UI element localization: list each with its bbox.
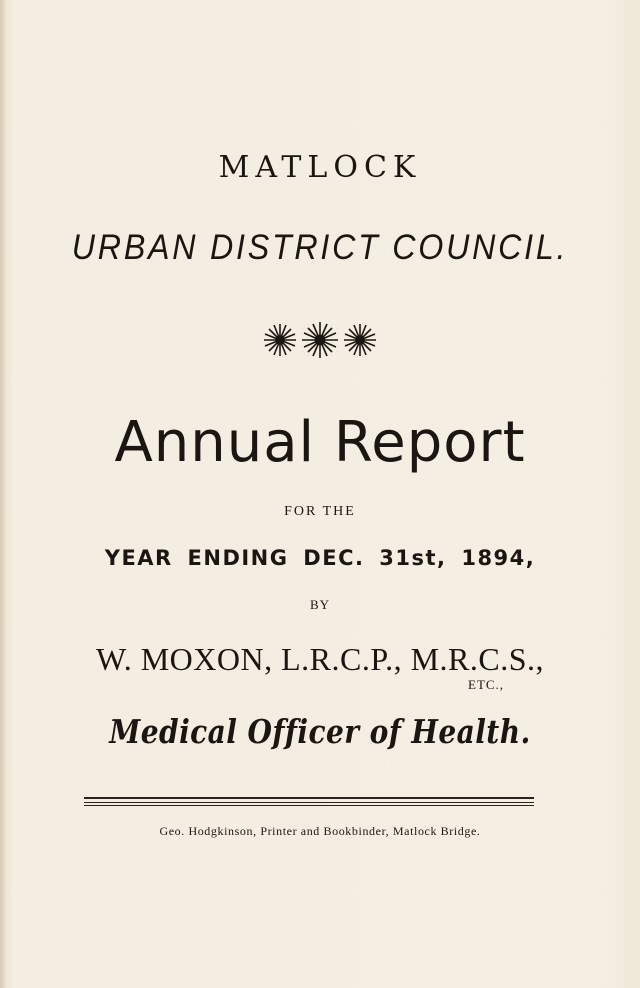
printer-imprint: Geo. Hodgkinson, Printer and Bookbinder, Matlock Bridge. (159, 824, 481, 838)
page-edge (0, 0, 6, 988)
starburst-ornament-icon (0, 318, 640, 362)
by-label: BY (309, 597, 331, 612)
year-line: YEAR ENDING DEC. 31st, 1894, (104, 546, 536, 570)
divider-rule (84, 797, 534, 799)
officer-title: Medical Officer of Health. (109, 712, 531, 751)
author-name: W. MOXON, L.R.C.P., M.R.C.S., (95, 641, 545, 677)
report-title: Annual Report (114, 410, 526, 475)
council-name: URBAN DISTRICT COUNCIL. (71, 228, 569, 267)
town-name: MATLOCK (218, 150, 422, 185)
for-the-label: FOR THE (284, 504, 356, 519)
divider-rule (84, 805, 534, 806)
divider-rule (84, 802, 534, 803)
etc-label: ETC., (468, 677, 505, 692)
